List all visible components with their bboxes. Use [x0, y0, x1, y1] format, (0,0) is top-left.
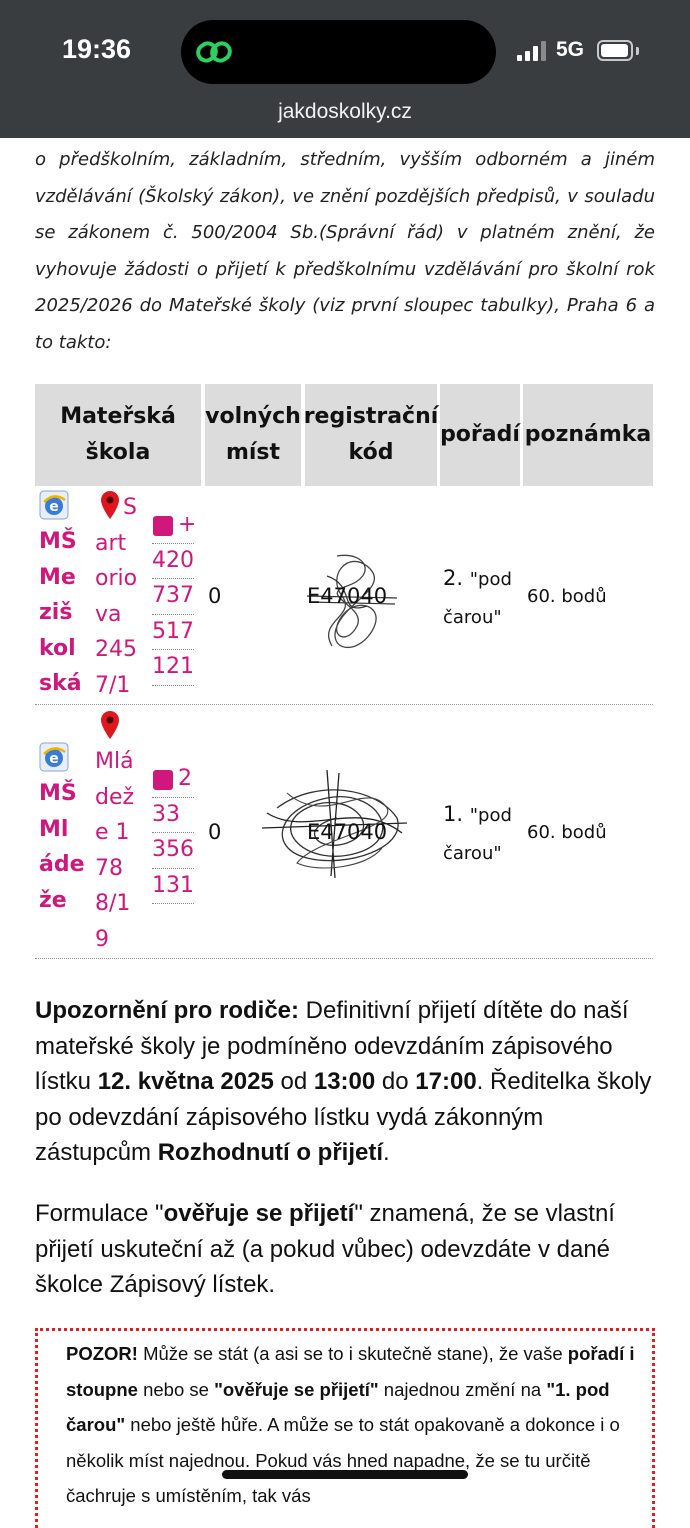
parent-notice: Upozornění pro rodiče: Definitivní přijetí dítěte do naší mateřské školy je podmíněno odevzdáním zápisového lístku 12. května 2025 od 13:00 do 17:00. Ředitelka školy po odevzdání zápisového lístku vydá zákonným zástupcům Rozhodnutí o přijetí.	[35, 997, 652, 1166]
note-value: 60. bodů	[527, 586, 607, 607]
svg-text:e: e	[49, 751, 59, 767]
registration-code: E47040	[307, 584, 388, 608]
network-type: 5G	[556, 38, 585, 61]
svg-text:e: e	[49, 499, 59, 515]
home-indicator[interactable]	[222, 1470, 468, 1479]
formulation-paragraph: Formulace "ověřuje se přijetí" znamená, že se vlastní přijetí uskuteční až (a pokud vůbec) odevzdáte v dané školce Zápisový lístek.	[35, 1200, 615, 1298]
free-places-value: 0	[208, 820, 222, 844]
header-note: poznámka	[523, 384, 653, 486]
order-value: 1. "pod čarou"	[443, 802, 512, 864]
header-school: Mateřská škola	[35, 384, 201, 486]
dynamic-island	[181, 20, 496, 84]
warning-text: POZOR! Může se stát (a asi se to i skutečně stane), že vaše pořadí i stoupne nebo se "ověřuje se přijetí" najednou změní na "1. pod čarou" nebo ještě hůře. A může se to stát opakovaně a dokonce i o několik míst najednou. Pokud vás hned napadne, že se tu určitě čachruje s umístěním, tak vás	[66, 1343, 635, 1506]
address-bar-url[interactable]: jakdoskolky.cz	[278, 100, 412, 123]
table-row	[35, 486, 653, 705]
warning-box	[35, 1328, 655, 1528]
signal-strength-icon	[517, 41, 549, 61]
table-row	[35, 706, 653, 959]
header-free-places: volných míst	[205, 384, 301, 486]
school-name-link[interactable]: MŠ Ml áde že	[39, 781, 85, 913]
note-value: 60. bodů	[527, 822, 607, 843]
web-link-icon[interactable]	[39, 742, 69, 772]
school-address-link[interactable]: S art orio va 245 7/1	[95, 495, 138, 698]
header-order: pořadí	[440, 384, 520, 486]
map-pin-icon[interactable]	[99, 710, 121, 740]
registration-code: E47040	[307, 820, 388, 844]
clock: 19:36	[62, 34, 132, 64]
intro-paragraph: o předškolním, základním, středním, vyšším odborném a jiném vzdělávání (Školský zákon), ve znění pozdějších předpisů, v souladu se zákonem č. 500/2004 Sb.(Správní řád) v platném znění, že vyhovuje žádosti o přijetí k předškolnímu vzdělávání pro školní rok 2025/2026 do Mateřské školy (viz první sloupec tabulky), Praha 6 a to takto:	[35, 149, 655, 353]
school-phone-link[interactable]: + 420 737 517 121	[152, 508, 198, 686]
school-address-link[interactable]: Mlá dež e 1 78 8/1 9	[95, 749, 135, 952]
link-chain-icon	[195, 34, 233, 70]
free-places-value: 0	[208, 584, 222, 608]
web-link-icon[interactable]	[39, 490, 69, 520]
school-name-link[interactable]: MŠ Me ziš kol ská	[39, 529, 82, 696]
status-bar	[0, 0, 690, 138]
school-phone-link[interactable]: 2 33 356 131	[152, 762, 198, 904]
header-reg-code: registrační kód	[305, 384, 437, 486]
battery-tip	[636, 47, 639, 55]
battery-icon	[597, 40, 633, 61]
order-value: 2. "pod čarou"	[443, 566, 512, 628]
admission-table	[35, 384, 653, 952]
table-header	[35, 384, 653, 486]
